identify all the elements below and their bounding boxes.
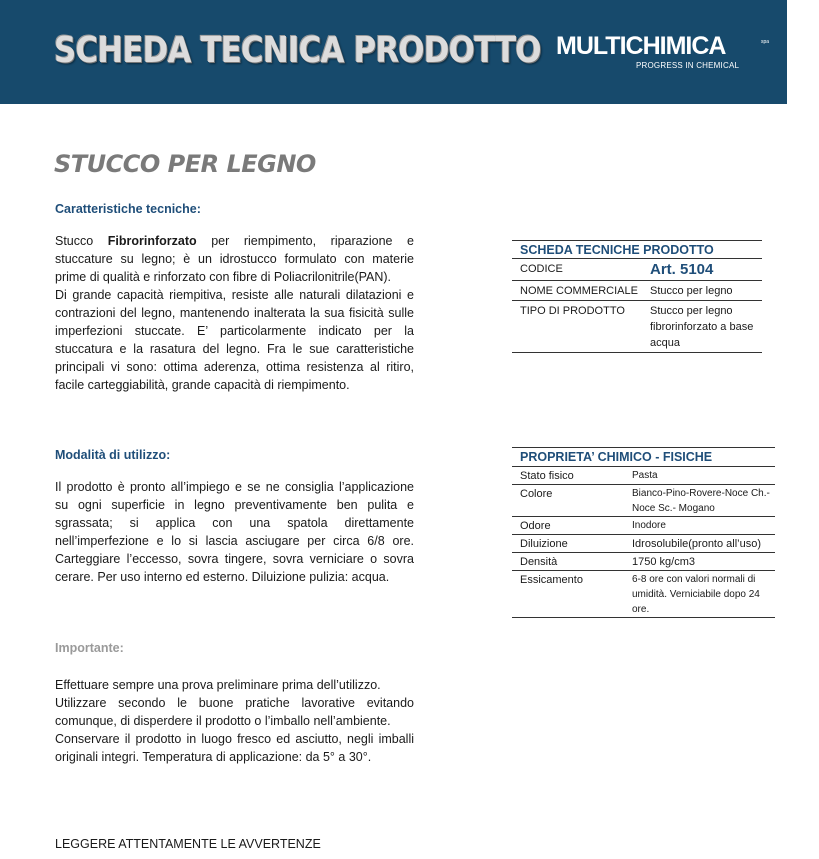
table-row [512, 517, 775, 535]
table-row [512, 467, 775, 485]
table-row [512, 485, 775, 517]
chem-table-heading: PROPRIETA’ CHIMICO - FISICHE [512, 447, 775, 467]
logo-name: MULTICHIMICA [556, 32, 726, 60]
product-info-table [512, 240, 762, 353]
page-title: STUCCO PER LEGNO [54, 150, 316, 178]
caratteristiche-text-pre: Stucco [55, 234, 108, 248]
row-value: Idrosolubile(pronto all’uso) [632, 538, 762, 550]
caratteristiche-paragraph [55, 232, 414, 394]
row-key: NOME COMMERCIALE [520, 285, 638, 297]
row-key: Odore [520, 520, 551, 532]
table-row [512, 281, 762, 301]
row-value: Stucco per legno fibrorinforzato a base acqua [650, 305, 754, 349]
header-title: SCHEDA TECNICA PRODOTTO [54, 30, 541, 71]
row-value: Bianco-Pino-Rovere-Noce Ch.-Noce Sc.- Mogano [632, 488, 770, 514]
row-value: Inodore [632, 520, 666, 531]
row-value: 6-8 ore con valori normali di umidità. Verniciabile dopo 24 ore. [632, 574, 760, 615]
caratteristiche-text-bold: Fibrorinforzato [107, 234, 197, 248]
caratteristiche-paragraph-2: Di grande capacità riempitiva, resiste alle naturali dilatazioni e contrazioni del legno, mantenendo inalterata la sua fisicità sulle imperfezioni stuccate. E’ particolarmente indicato per la stuccatura e la rasatura del legno. Fra le sue caratteristiche principali vi sono: ottima aderenza, ottima resistenza al ritiro, facile carteggiabilità, grande capacità di riempimento. [55, 288, 414, 392]
importante-heading: Importante: [55, 641, 124, 655]
importante-line-1: Effettuare sempre una prova preliminare prima dell’utilizzo. [55, 678, 381, 692]
row-key: Stato fisico [520, 470, 574, 482]
modalita-heading: Modalità di utilizzo: [55, 448, 171, 462]
row-value: Stucco per legno [650, 285, 733, 297]
importante-line-3: Conservare il prodotto in luogo fresco ed asciutto, negli imballi originali integri. Temperatura di applicazione: da 5° a 30°. [55, 732, 414, 764]
modalita-paragraph: Il prodotto è pronto all’impiego e se ne consiglia l’applicazione su ogni superficie in legno preventivamente ben pulita e sgrassata; si applica con una spatola direttamente nell’imperfezione e lo si lascia asciugare per circa 6/8 ore. Carteggiare l’eccesso, sovra tingere, sovra verniciare o sovra cerare. Per uso interno ed esterno. Diluizione pulizia: acqua. [55, 480, 414, 584]
row-value: Pasta [632, 470, 658, 481]
importante-paragraph [55, 676, 414, 766]
importante-line-2: Utilizzare secondo le buone pratiche lavorative evitando comunque, di disperdere il prodotto o l’imballo nell’ambiente. [55, 696, 414, 728]
header-banner [0, 0, 787, 104]
chemical-properties-table [512, 447, 775, 618]
row-key: CODICE [520, 263, 563, 275]
caratteristiche-text-post: per riempimento, riparazione e stuccature su legno; è un idrostucco formulato con materie prime di qualità e rinforzato con fibre di Poliacrilonitrile(PAN). [55, 234, 415, 284]
multichimica-logo [556, 32, 772, 72]
row-key: TIPO DI PRODOTTO [520, 305, 625, 317]
table-row [512, 571, 775, 618]
footer-warning: LEGGERE ATTENTAMENTE LE AVVERTENZE [55, 837, 321, 851]
table-row [512, 535, 775, 553]
table-row [512, 553, 775, 571]
caratteristiche-heading: Caratteristiche tecniche: [55, 202, 201, 216]
row-key: Densità [520, 556, 558, 568]
row-key: Colore [520, 488, 553, 500]
logo-spa: spa [761, 39, 770, 45]
table-row [512, 301, 762, 353]
row-key: Essicamento [520, 574, 583, 586]
row-value: 1750 kg/cm3 [632, 556, 695, 568]
table-row [512, 259, 762, 281]
logo-tagline: PROGRESS IN CHEMICAL [636, 61, 740, 70]
product-table-heading: SCHEDA TECNICHE PRODOTTO [512, 240, 762, 259]
row-value-article-code: Art. 5104 [650, 261, 714, 278]
row-key: Diluizione [520, 538, 568, 550]
